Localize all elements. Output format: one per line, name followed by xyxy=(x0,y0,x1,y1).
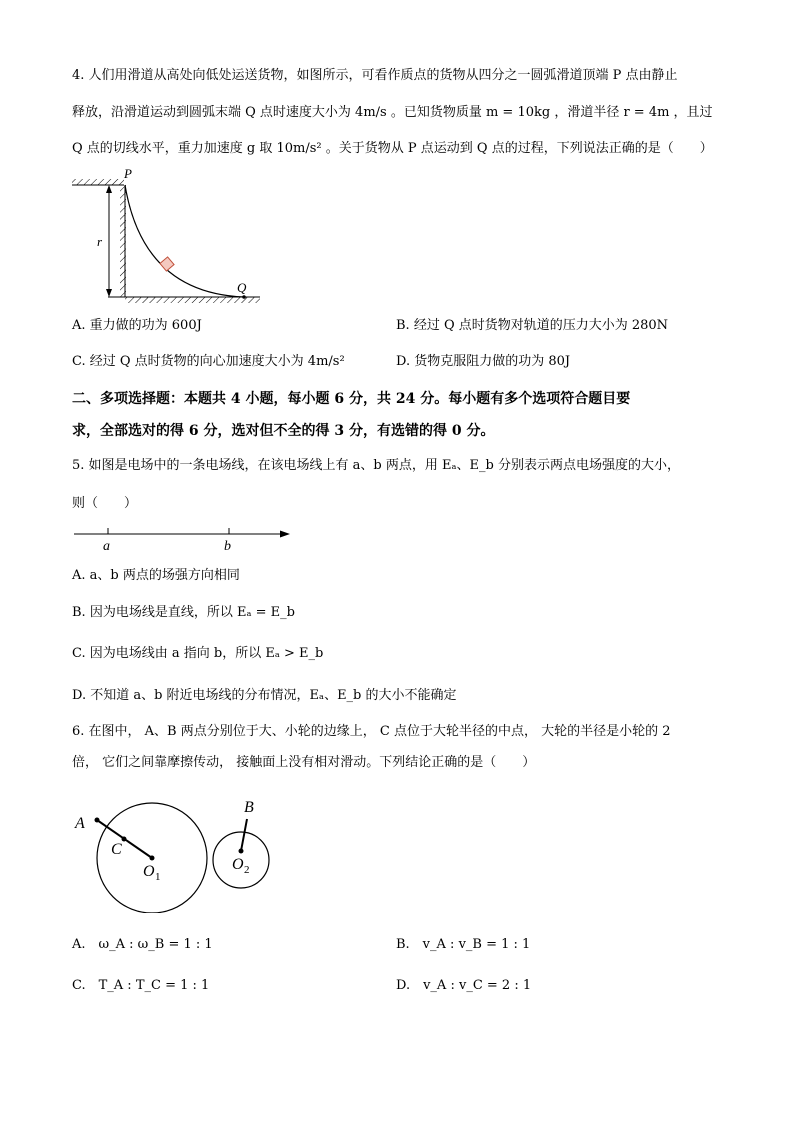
q5-field-line-diagram xyxy=(70,522,300,554)
point-c-label: C xyxy=(111,841,122,858)
center-o2-label: O xyxy=(232,856,244,873)
q6-option-a[interactable]: A. ω_A : ω_B = 1 : 1 xyxy=(72,937,213,952)
section-2-heading-line-2: 求，全部选对的得 6 分，选对但不全的得 3 分，有选错的得 0 分。 xyxy=(72,423,495,439)
point-b-label: b xyxy=(224,539,231,554)
q5-option-c[interactable]: C. 因为电场线由 a 指向 b，所以 Eₐ > E_b xyxy=(72,646,324,661)
q4-option-b[interactable]: B. 经过 Q 点时货物对轨道的压力大小为 280N xyxy=(396,318,669,333)
q4-stem-line-3: Q 点的切线水平，重力加速度 g 取 10m/s² 。关于货物从 P 点运动到 Q 点的过程，下列说法正确的是（ ） xyxy=(72,141,713,156)
label-q: Q xyxy=(237,280,247,295)
q6-option-b[interactable]: B. v_A : v_B = 1 : 1 xyxy=(396,937,531,952)
q5-stem-line-2: 则（ ） xyxy=(72,496,138,511)
q5-stem-line-1: 5. 如图是电场中的一条电场线，在该电场线上有 a、b 两点，用 Eₐ、E_b 分别表示两点电场强度的大小， xyxy=(72,458,680,473)
q4-slide-diagram xyxy=(68,165,268,310)
label-p: P xyxy=(124,166,132,181)
point-a-label: a xyxy=(103,539,110,554)
center-o1-label: O xyxy=(143,863,155,880)
q6-stem-line-1: 6. 在图中， A、B 两点分别位于大、小轮的边缘上， C 点位于大轮半径的中点， 大轮的半径是小轮的 2 xyxy=(72,724,671,739)
q4-stem-line-1: 4. 人们用滑道从高处向低处运送货物，如图所示，可看作质点的货物从四分之一圆弧滑道顶端 P 点由静止 xyxy=(72,68,678,83)
label-r: r xyxy=(97,234,103,249)
point-a-label: A xyxy=(75,815,85,832)
q4-stem-line-2: 释放，沿滑道运动到圆弧末端 Q 点时速度大小为 4m/s 。已知货物质量 m = 10kg ，滑道半径 r = 4m ，且过 xyxy=(72,105,713,120)
cargo-box xyxy=(160,257,174,271)
q6-option-d[interactable]: D. v_A : v_C = 2 : 1 xyxy=(396,978,532,993)
q4-option-c[interactable]: C. 经过 Q 点时货物的向心加速度大小为 4m/s² xyxy=(72,354,345,369)
center-o1-subscript: 1 xyxy=(155,871,161,883)
q5-option-d[interactable]: D. 不知道 a、b 附近电场线的分布情况，Eₐ、E_b 的大小不能确定 xyxy=(72,688,457,703)
center-o2-subscript: 2 xyxy=(244,864,250,876)
q6-wheels-diagram xyxy=(70,788,280,913)
q4-option-a[interactable]: A. 重力做的功为 600J xyxy=(72,318,202,333)
quarter-arc xyxy=(125,185,244,297)
ceiling-hatch xyxy=(72,179,124,185)
q6-option-c[interactable]: C. T_A : T_C = 1 : 1 xyxy=(72,978,210,993)
point-b-label: B xyxy=(244,799,254,816)
section-2-heading-line-1: 二、多项选择题：本题共 4 小题，每小题 6 分，共 24 分。每小题有多个选项符合题目要 xyxy=(72,391,631,407)
q4-option-d[interactable]: D. 货物克服阻力做的功为 80J xyxy=(396,354,571,369)
q5-option-b[interactable]: B. 因为电场线是直线，所以 Eₐ = E_b xyxy=(72,605,295,620)
q5-option-a[interactable]: A. a、b 两点的场强方向相同 xyxy=(72,568,240,583)
q6-stem-line-2: 倍， 它们之间靠摩擦传动， 接触面上没有相对滑动。下列结论正确的是（ ） xyxy=(72,755,536,770)
floor-hatch xyxy=(125,297,260,303)
